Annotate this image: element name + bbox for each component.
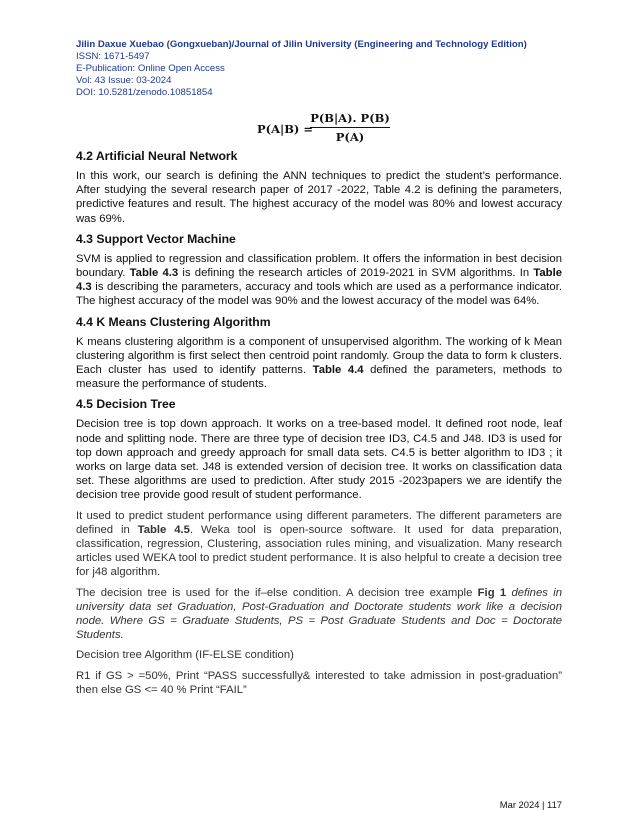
table-ref: Table 4.3: [129, 267, 179, 280]
paragraph-ann: In this work, our search is defining the ANN techniques to predict the student’s performance. After studying the several research paper of 2017 -2022, Table 4.2 is defining the parameters, predictive features and result. The highest accuracy of the model was 80% and lowest accuracy was 69%.: [76, 170, 562, 225]
volume-issue: Vol: 43 Issue: 03-2024: [76, 75, 172, 86]
journal-title: Jilin Daxue Xuebao (Gongxueban)/Journal of Jilin University (Engineering and Technology Edition): [76, 39, 527, 50]
paragraph-decision-tree-1: Decision tree is top down approach. It works on a tree-based model. It defined root node, leaf node and splitting node. There are three type of decision tree ID3, C4.5 and J48. ID3 is used for top down approach and greedy approach for small data sets. C4.5 is better algorithm to ID3 ; it works on large data set. J48 is extended version of decision tree. It works on classification data set. These algorithms are used to prediction. After study 2015 -2023papers we are identify the decision tree provide good result of student performance.: [76, 418, 562, 502]
paragraph-decision-tree-3: The decision tree is used for the if–else condition. A decision tree example Fig 1 defines in university data set Graduation, Post-Graduation and Doctorate students work like a decision node. Where GS = Graduate Students, PS = Post Graduate Students and Doc = Doctorate Students.: [76, 586, 562, 642]
paragraph-algorithm-title: Decision tree Algorithm (IF-ELSE condition): [76, 649, 294, 662]
paragraph-decision-tree-2: It used to predict student performance using different parameters. The different parameters are defined in Table 4.5. Weka tool is open-source software. It used for data preparation, classification, regression, Clustering, association rules mining, and visualization. Many research articles used WEKA tool to predict student performance. It is also helpful to create a decision tree for j48 algorithm.: [76, 509, 562, 579]
formula-denominator: P(A): [335, 130, 365, 144]
formula-numerator: P(B|A). P(B): [310, 111, 390, 128]
paragraph-rule-r1: R1 if GS > =50%, Print “PASS successfully& interested to take admission in post-graduation” then else GS <= 40 % Print “FAIL”: [76, 669, 562, 696]
page-footer: Mar 2024 | 117: [499, 799, 562, 810]
heading-kmeans: 4.4 K Means Clustering Algorithm: [76, 314, 271, 329]
paragraph-svm: SVM is applied to regression and classification problem. It offers the information in best decision boundary. Table 4.3 is defining the research articles of 2019-2021 in SVM algorithms. In Table 4.3 is describing the parameters, accuracy and tools which are used as a performance indicator. The highest accuracy of the model was 90% and the lowest accuracy of the model was 64%.: [76, 252, 562, 308]
e-publication: E-Publication: Online Open Access: [76, 63, 225, 74]
issn: ISSN: 1671-5497: [76, 51, 150, 62]
article-body: [76, 149, 562, 703]
table-ref: Table 4.3: [76, 267, 562, 294]
journal-header: [76, 39, 576, 99]
formula-fraction: [310, 111, 390, 144]
heading-svm: 4.3 Support Vector Machine: [76, 231, 236, 246]
formula-lhs: P(A|B) =: [257, 122, 313, 136]
table-ref: Table 4.5: [137, 523, 190, 536]
table-ref: Table 4.4: [312, 364, 364, 377]
paragraph-kmeans: K means clustering algorithm is a component of unsupervised algorithm. The working of k Mean clustering algorithm is first select then centroid point randomly. Group the data to form k clusters. Each cluster has used to identify patterns. Table 4.4 defined the parameters, methods to measure the performance of students.: [76, 335, 562, 391]
figure-ref: Fig 1: [477, 586, 507, 599]
heading-decision-tree: 4.5 Decision Tree: [76, 397, 176, 412]
doi: DOI: 10.5281/zenodo.10851854: [76, 87, 213, 98]
heading-ann: 4.2 Artificial Neural Network: [76, 149, 238, 163]
